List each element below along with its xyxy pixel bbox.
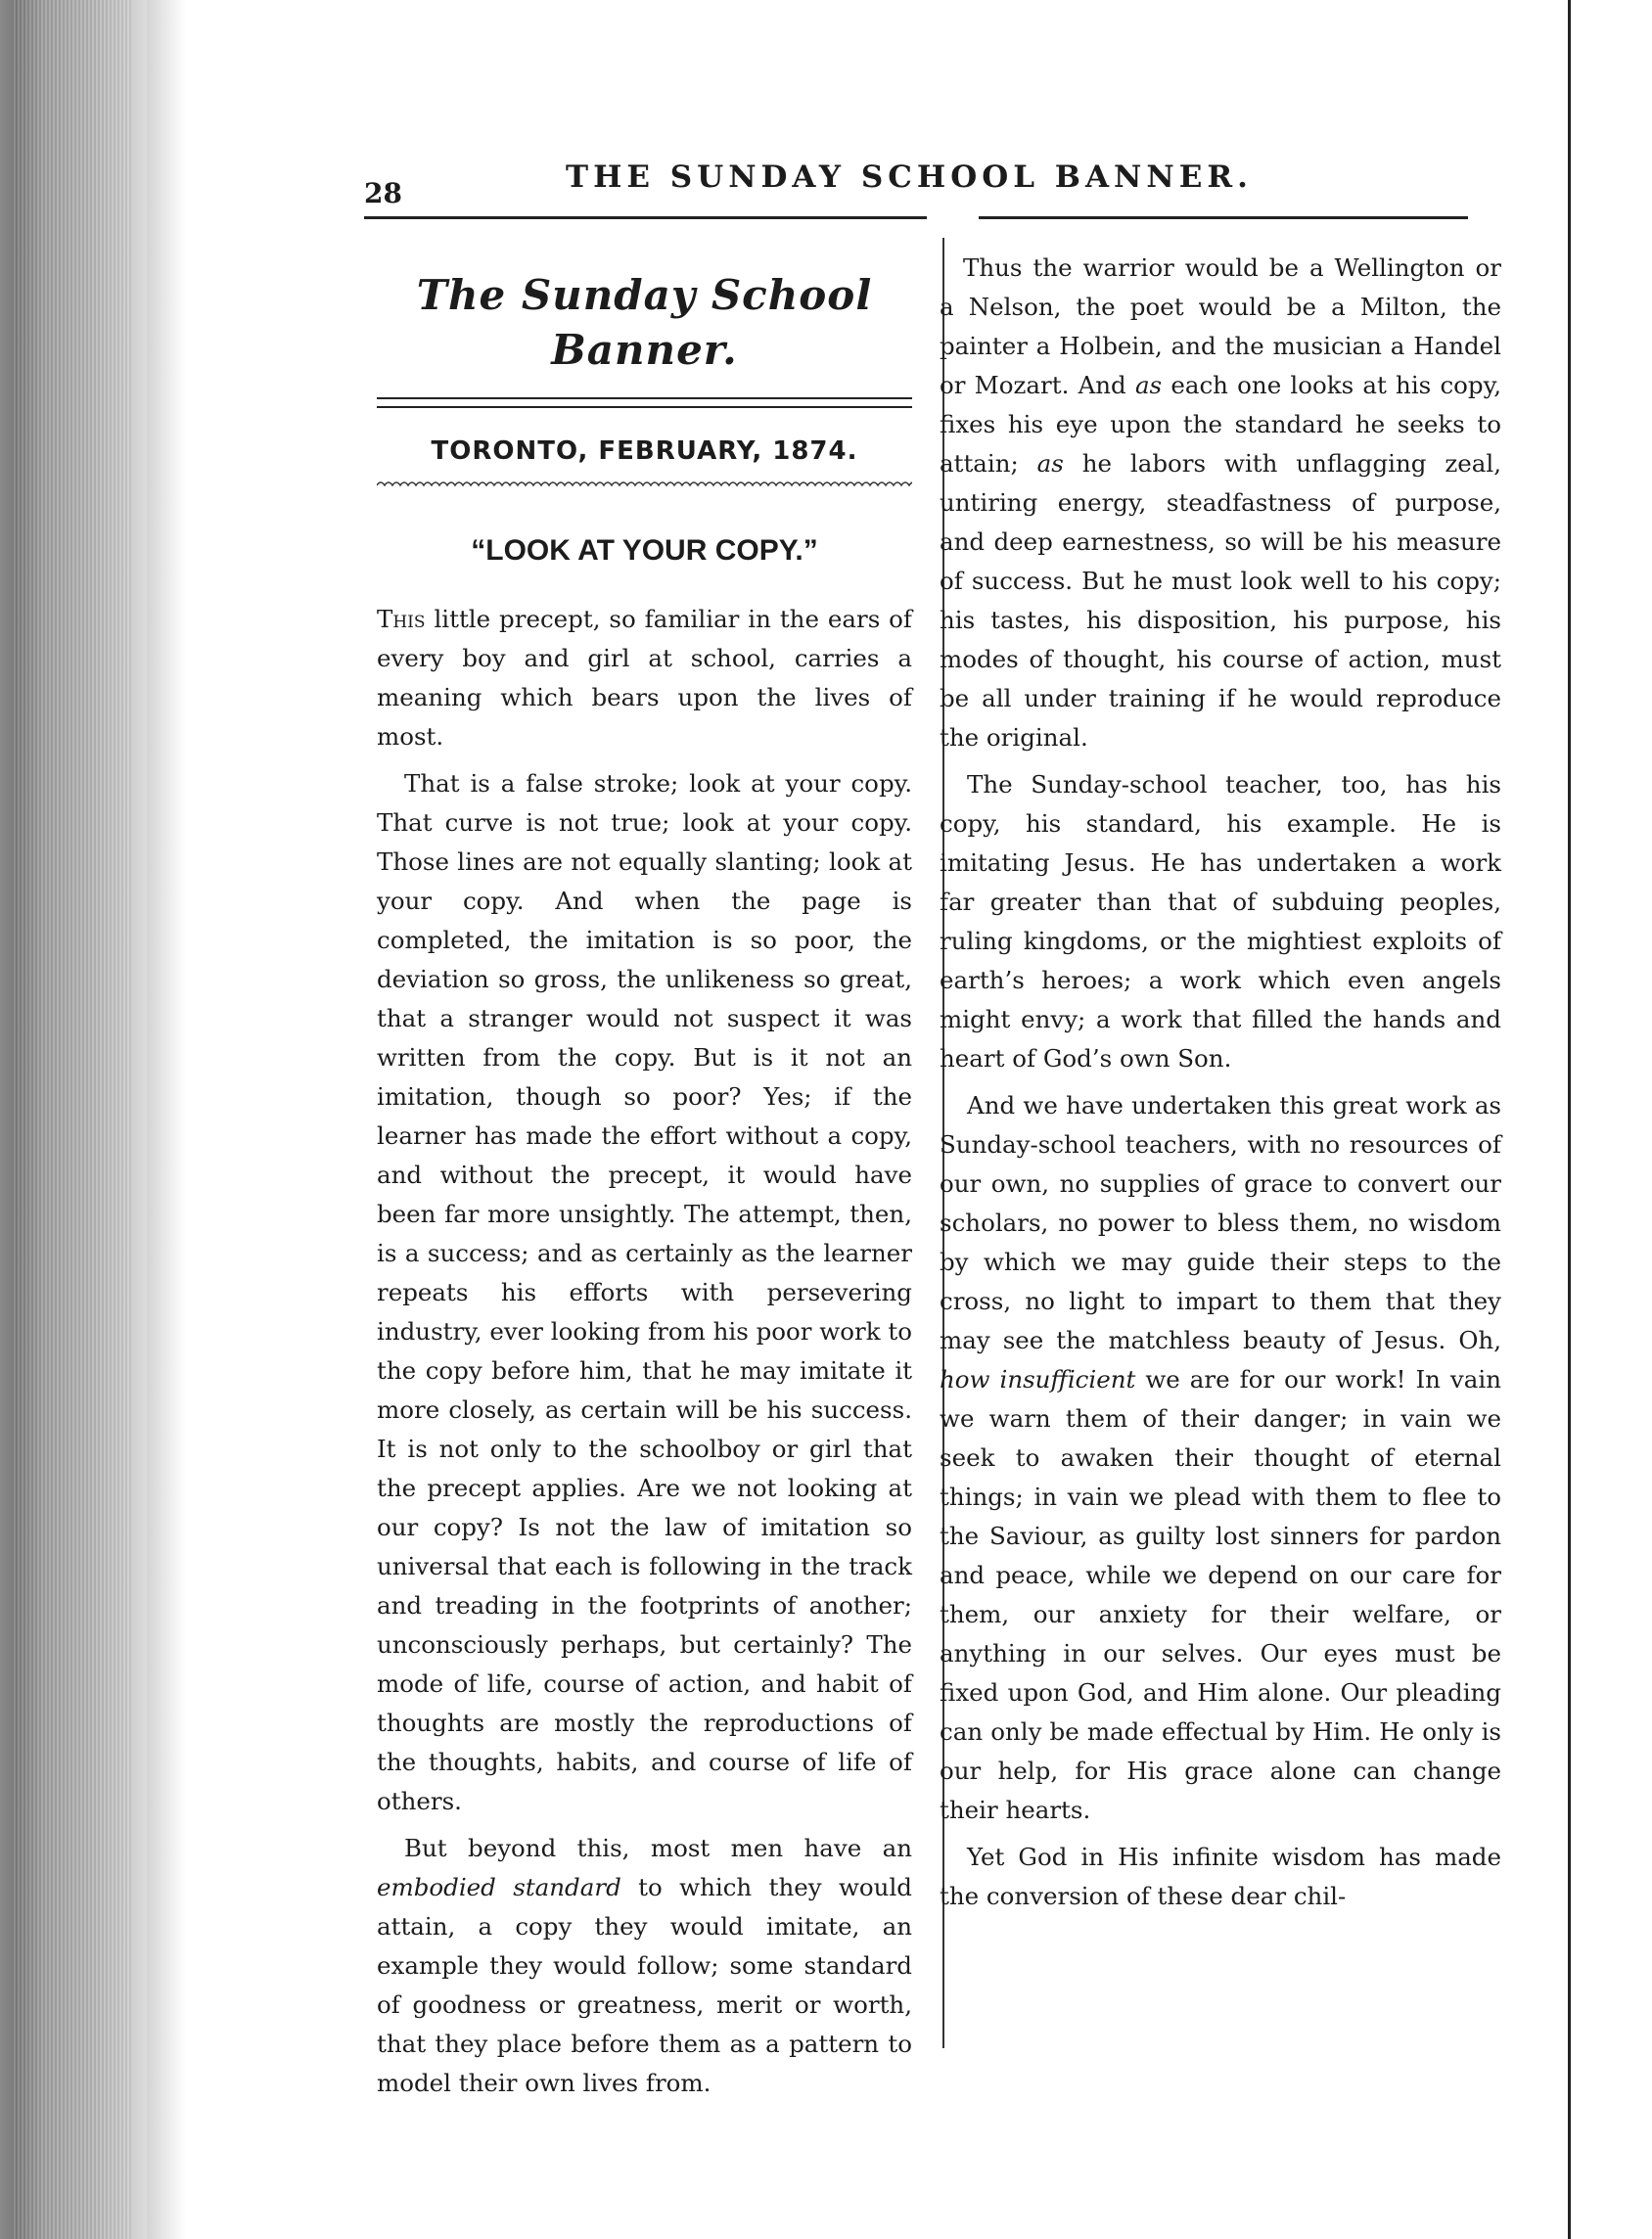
paragraph: But beyond this, most men have an embodied standard to which they would attain, a copy they would imitate, an example they would follow; some standard of goodness or greatness, merit or worth, that they place before them as a pattern to model their own lives from. — [377, 1834, 912, 2097]
right-column — [938, 249, 1501, 1924]
masthead-rule — [377, 397, 912, 408]
masthead: The Sunday School Banner. — [416, 271, 873, 374]
paragraph: That is a false stroke; look at your copy. That curve is not true; look at your copy. Those lines are not equally slanting; look at your copy. And when the page is completed, the imitation is so poor, the deviation so gross, the unlikeness so great, that a stranger would not suspect it was written from the copy. But is it not an imitation, though so poor? Yes; if the learner has made the effort without a copy, and without the precept, it would have been far more unsightly. The attempt, then, is a success; and as certainly as the learner repeats his efforts with persevering industry, ever looking from his poor work to the copy before him, that he may imitate it more closely, as certain will be his success. It is not only to the schoolboy or girl that the precept applies. Are we not looking at our copy? Is not the law of imitation so universal that each is following in the track and treading in the footprints of another; unconsciously perhaps, but certainly? The mode of life, course of action, and habit of thoughts are mostly the reproductions of the thoughts, habits, and course of life of others. — [377, 769, 912, 1815]
paragraph: The Sunday-school teacher, too, has his copy, his standard, his example. He is imitating Jesus. He has undertaken a work far greater than that of subduing peoples, ruling kingdoms, or the mightiest exploits of earth’s heroes; a work which even angels might envy; a work that filled the hands and heart of God’s own Son. — [940, 770, 1501, 1073]
paragraph: This little precept, so familiar in the ears of every boy and girl at school, carries a meaning which bears upon the lives of most. — [377, 605, 912, 751]
header-rule — [364, 216, 927, 219]
page-number: 28 — [364, 177, 402, 209]
running-head: THE SUNDAY SCHOOL BANNER. — [566, 160, 1253, 195]
article-title: “LOOK AT YOUR COPY.” — [471, 534, 818, 567]
gutter-shadow — [147, 0, 186, 2239]
header-rule — [979, 216, 1468, 219]
dateline: TORONTO, FEBRUARY, 1874. — [431, 436, 858, 466]
left-column — [377, 245, 912, 2111]
book-page-edges — [0, 0, 147, 2239]
paragraph: Yet God in His infinite wisdom has made the conversion of these dear chil- — [940, 1843, 1501, 1910]
paragraph: And we have undertaken this great work as Sunday-school teachers, with no resources of our own, no supplies of grace to convert our scholars, no power to bless them, no wisdom by which we may guide their steps to the cross, no light to impart to them that they may see the matchless beauty of Jesus. Oh, how insufficient we are for our work! In vain we warn them of their danger; in vain we seek to awaken their thought of eternal things; in vain we plead with them to flee to the Saviour, as guilty lost sinners for pardon and peace, while we depend on our care for them, our anxiety for their welfare, or anything in our selves. Our eyes must be fixed upon God, and Him alone. Our pleading can only be made effectual by Him. He only is our help, for His grace alone can change their hearts. — [940, 1091, 1501, 1824]
facing-page-edge — [1568, 0, 1652, 2239]
paragraph: Thus the warrior would be a Wellington or a Nelson, the poet would be a Milton, the painter a Holbein, and the musician a Handel or Mozart. And as each one looks at his copy, fixes his eye upon the standard he seeks to attain; as he labors with unflagging zeal, untiring energy, steadfastness of purpose, and deep earnestness, so will be his measure of success. But he must look well to his copy; his tastes, his disposition, his purpose, his modes of thought, his course of action, must be all under training if he would reproduce the original. — [940, 253, 1501, 752]
lead-word: This — [377, 605, 426, 633]
wavy-divider — [377, 479, 912, 492]
